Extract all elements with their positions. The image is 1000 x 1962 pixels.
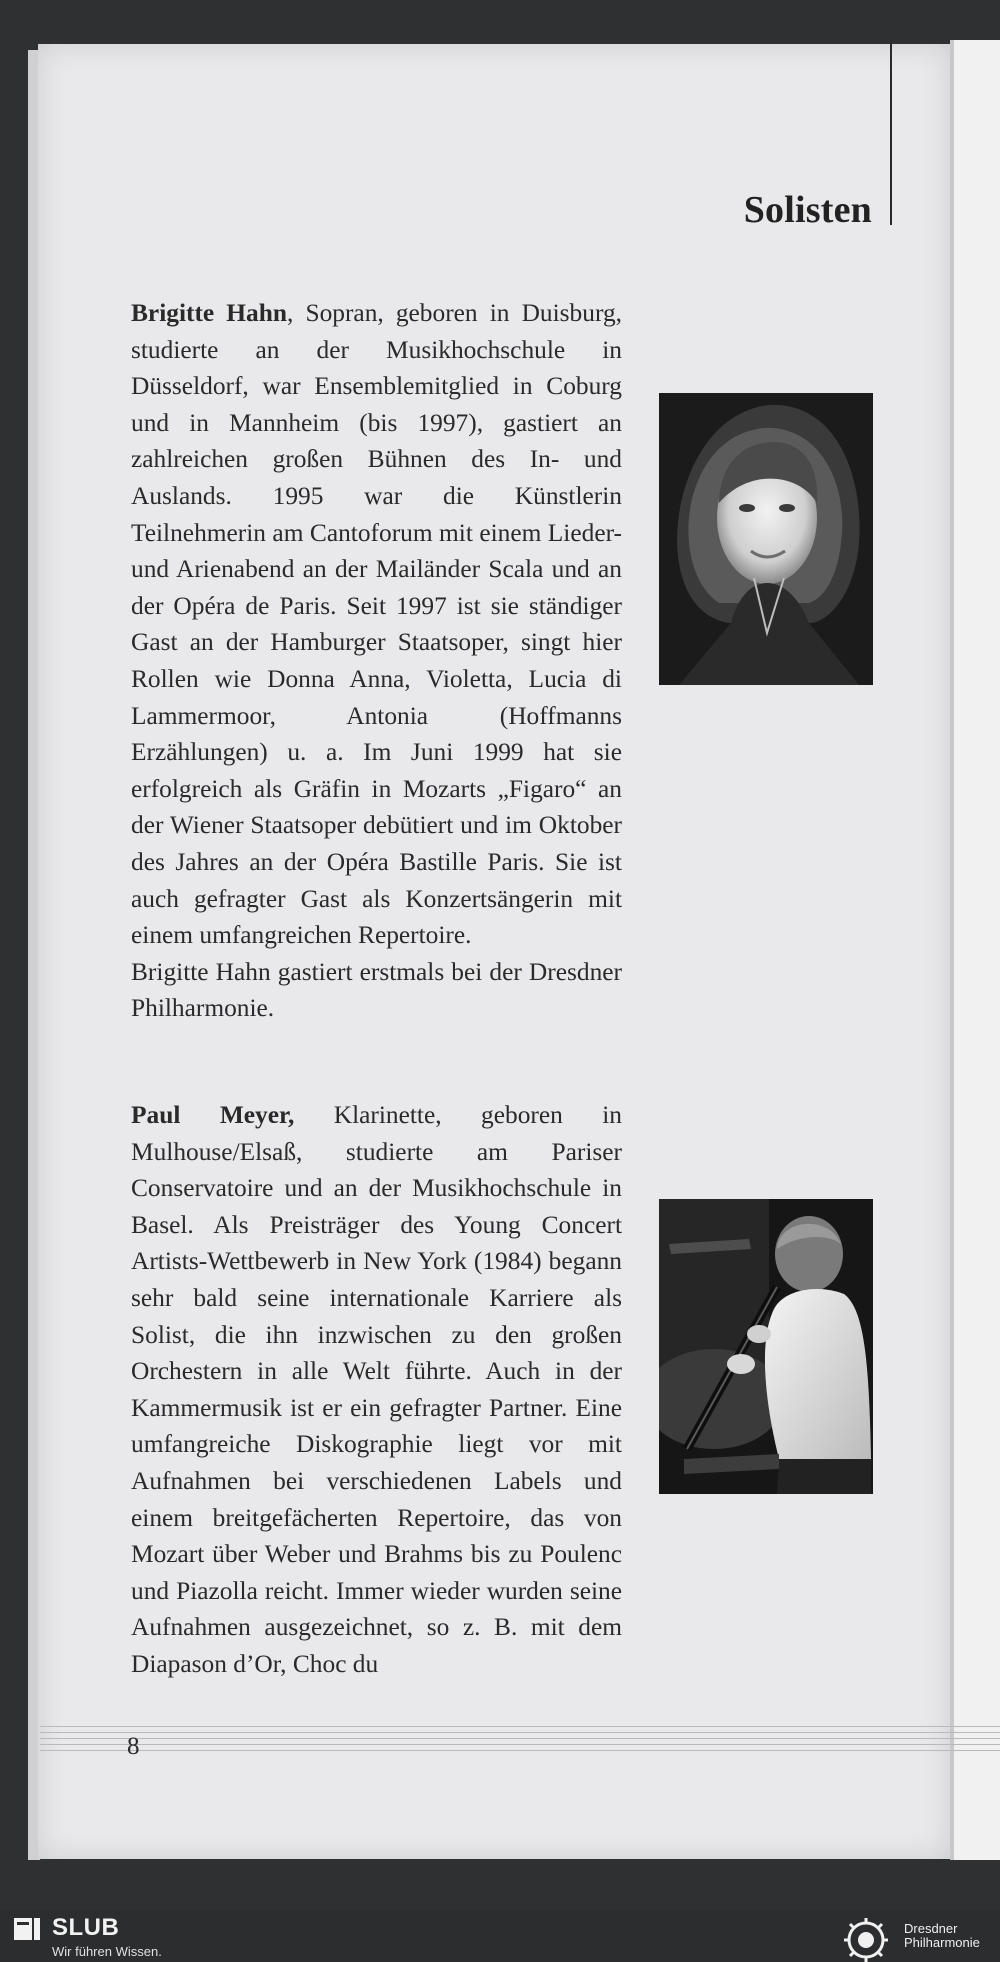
page-title: Solisten bbox=[743, 189, 872, 231]
bio-text: Klarinette, geboren in Mulhouse/Elsaß, studierte am Pariser Conservatoire und an der Musikhochschule in Basel. Als Preisträger des Young Concert Artists-Wettbewerb in New York (1984) begann sehr bald seine internationale Karriere als Solist, die ihn inzwischen zu den großen Orchestern in alle Welt führte. Auch in der Kammermusik ist er ein gefragter Partner. Eine umfangreiche Diskographie liegt vor mit Aufnahmen bei verschiedenen Labels und einem breitgefächerten Repertoire, das von Mozart über Weber und Brahms bis zu Poulenc und Piazolla reicht. Immer wieder wurden seine Aufnahmen ausgezeichnet, so z. B. mit dem Diapason d’Or, Choc du bbox=[131, 1101, 622, 1678]
bio-closing: Brigitte Hahn gastiert erstmals bei der Dresdner Philharmonie. bbox=[131, 957, 622, 1023]
partner-name-line2: Philharmonie bbox=[904, 1935, 980, 1950]
page-number: 8 bbox=[127, 1733, 140, 1760]
bio-text: , Sopran, geboren in Duisburg, studierte an der Musikhochschule in Düsseldorf, war Ensemblemitglied in Coburg und in Mannheim (bis 1997), gastiert an zahlreichen großen Bühnen des In- und Auslands. 1995 war die Künstlerin Teilnehmerin am Cantoforum mit einem Lieder- und Arienabend an der Mailänder Scala und an der Opéra de Paris. Seit 1997 ist sie ständiger Gast an der Hamburger Staatsoper, singt hier Rollen wie Donna Anna, Violetta, Lucia di Lammermoor, Antonia (Hoffmanns Erzählungen) u. a. Im Juni 1999 hat sie erfolgreich als Gräfin in Mozarts „Figaro“ an der Wiener Staatsoper debütiert und im Oktober des Jahres an der Opéra Bastille Paris. Sie ist auch gefragter Gast als Konzertsängerin mit einem umfangreichen Repertoire. bbox=[131, 299, 622, 950]
portrait-photo-paul-meyer bbox=[659, 1199, 873, 1494]
viewer-footer-bar bbox=[0, 1910, 1000, 1962]
partner-name-line1: Dresdner bbox=[904, 1921, 958, 1936]
slub-tagline: Wir führen Wissen. bbox=[52, 1944, 162, 1959]
bio-name: Paul Meyer, bbox=[131, 1101, 295, 1129]
dresdner-philharmonie-logo-icon bbox=[840, 1916, 892, 1962]
slub-logo-text: SLUB bbox=[52, 1914, 120, 1941]
header-rule bbox=[890, 40, 892, 225]
bio-paul-meyer bbox=[131, 1097, 622, 1683]
footer-staff-lines bbox=[40, 1726, 1000, 1766]
bio-brigitte-hahn bbox=[131, 295, 622, 1027]
portrait-photo-brigitte-hahn bbox=[659, 393, 873, 685]
bio-name: Brigitte Hahn bbox=[131, 299, 287, 327]
slub-logo-icon bbox=[14, 1918, 40, 1940]
next-page-edge bbox=[950, 40, 1000, 1860]
partner-name bbox=[904, 1922, 980, 1950]
